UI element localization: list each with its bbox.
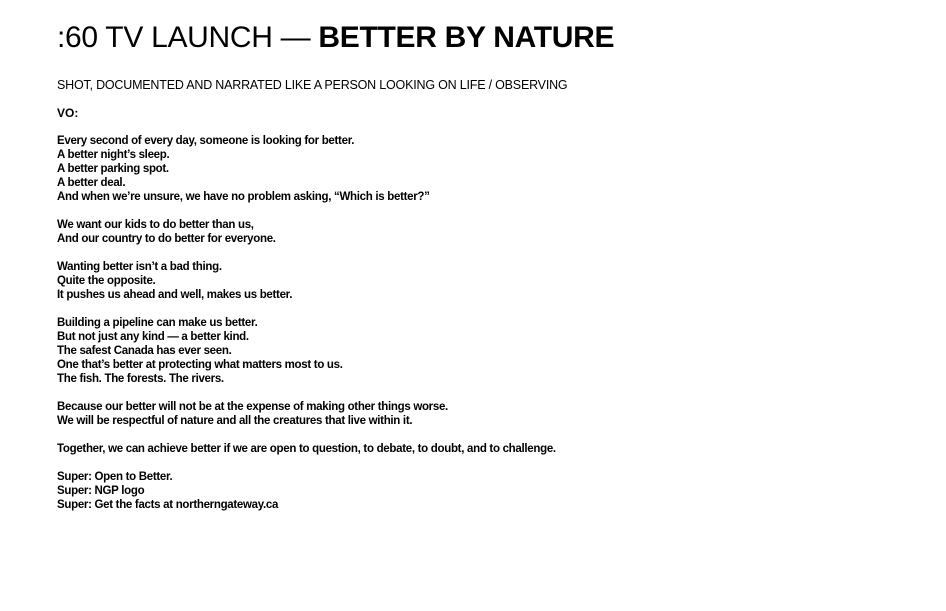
script-line: It pushes us ahead and well, makes us better. bbox=[57, 289, 293, 301]
title-emphasis: BETTER BY NATURE bbox=[318, 21, 615, 54]
script-line: Quite the opposite. bbox=[57, 275, 156, 287]
script-line: Together, we can achieve better if we are open to question, to debate, to doubt, and to challenge. bbox=[57, 443, 556, 455]
script-line: A better parking spot. bbox=[57, 163, 169, 175]
script-line: A better deal. bbox=[57, 177, 126, 189]
script-paragraph bbox=[57, 442, 927, 456]
script-paragraph bbox=[57, 316, 927, 386]
script-line: A better night’s sleep. bbox=[57, 149, 170, 161]
script-line: Wanting better isn’t a bad thing. bbox=[57, 261, 222, 273]
script-paragraph bbox=[57, 218, 927, 246]
script-paragraph bbox=[57, 260, 927, 302]
script-page bbox=[57, 20, 927, 512]
script-line: The safest Canada has ever seen. bbox=[57, 345, 232, 357]
script-line: The fish. The forests. The rivers. bbox=[57, 373, 224, 385]
script-line: But not just any kind — a better kind. bbox=[57, 331, 249, 343]
script-line: Building a pipeline can make us better. bbox=[57, 317, 258, 329]
page-title bbox=[57, 20, 927, 56]
script-line: One that’s better at protecting what matters most to us. bbox=[57, 359, 343, 371]
script-line: And when we’re unsure, we have no problem asking, “Which is better?” bbox=[57, 191, 430, 203]
voiceover-script bbox=[57, 134, 927, 512]
script-paragraph bbox=[57, 400, 927, 428]
vo-label: VO: bbox=[57, 106, 79, 120]
supers-list bbox=[57, 470, 927, 512]
script-line: Every second of every day, someone is looking for better. bbox=[57, 135, 355, 147]
script-paragraph bbox=[57, 134, 927, 204]
script-line: We will be respectful of nature and all the creatures that live within it. bbox=[57, 415, 413, 427]
super-line: Super: NGP logo bbox=[57, 485, 145, 497]
super-line: Super: Get the facts at northerngateway.ca bbox=[57, 499, 279, 511]
direction-note: SHOT, DOCUMENTED AND NARRATED LIKE A PERSON LOOKING ON LIFE / OBSERVING bbox=[57, 78, 568, 92]
script-line: Because our better will not be at the expense of making other things worse. bbox=[57, 401, 448, 413]
super-line: Super: Open to Better. bbox=[57, 471, 173, 483]
script-line: And our country to do better for everyone. bbox=[57, 233, 276, 245]
script-line: We want our kids to do better than us, bbox=[57, 219, 254, 231]
title-prefix: :60 TV LAUNCH — bbox=[57, 21, 319, 54]
